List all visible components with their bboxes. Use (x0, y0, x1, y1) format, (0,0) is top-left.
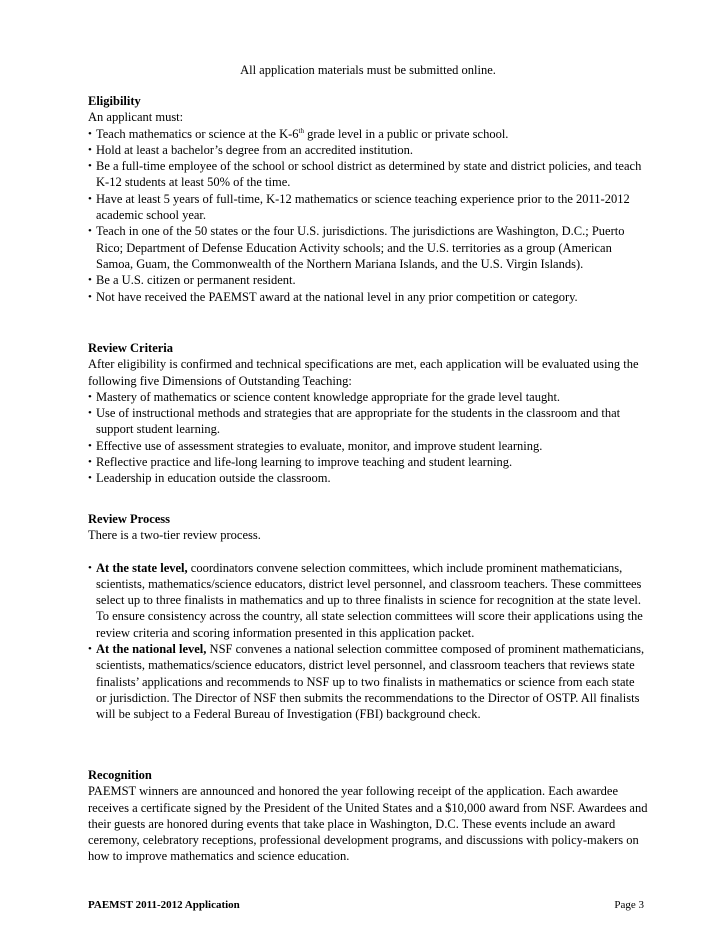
list-item-text: Have at least 5 years of full-time, K-12 mathematics or science teaching experience prior to the 2011-2012 academic school year. (96, 191, 630, 223)
list-item-text: Teach mathematics or science at the K-6 (96, 126, 299, 141)
list-item (88, 158, 648, 191)
list-item-text: Effective use of assessment strategies to evaluate, monitor, and improve student learning. (96, 438, 543, 453)
superscript: th (298, 126, 304, 135)
list-item (88, 560, 648, 641)
list-item (88, 191, 648, 224)
bullet-icon: • (88, 127, 92, 140)
list-item-text: Be a U.S. citizen or permanent resident. (96, 273, 296, 288)
list-item (88, 470, 648, 486)
list-item (88, 126, 648, 142)
review-criteria-lead: After eligibility is confirmed and technical specifications are met, each application will be evaluated using the following five Dimensions of Outstanding Teaching: (88, 357, 639, 388)
list-item (88, 389, 648, 405)
bullet-icon: • (88, 274, 92, 287)
list-item-text: Mastery of mathematics or science content knowledge appropriate for the grade level taught. (96, 389, 561, 404)
list-item-text: NSF convenes a national selection committee composed of prominent mathematicians, scientists, mathematics/science educators, district level personnel, and classroom teachers that reviews state finalists’ applications and recommends to NSF up to two finalists in mathematics or science from each state or jurisdiction. The Director of NSF then submits the recommendations to the Director of OSTP. All finalists will be subject to a Federal Bureau of Investigation (FBI) background check. (96, 642, 645, 722)
eligibility-lead: An applicant must: (88, 110, 184, 125)
bullet-icon: • (88, 407, 92, 420)
list-item-text: Be a full-time employee of the school or school district as determined by state and district policies, and teach K-12 students at least 50% of the time. (96, 159, 642, 190)
bullet-icon: • (88, 561, 92, 574)
review-process-list (88, 560, 648, 723)
list-item-text: Reflective practice and life-long learning to improve teaching and student learning. (96, 455, 513, 470)
eligibility-heading: Eligibility (88, 94, 141, 108)
list-item (88, 454, 648, 470)
list-item-text: Leadership in education outside the classroom. (96, 471, 331, 486)
eligibility-section (88, 93, 648, 305)
bullet-icon: • (88, 290, 92, 303)
list-item-bold-lead: At the national level, (96, 642, 207, 657)
bullet-icon: • (88, 472, 92, 485)
page-number: Page 3 (614, 899, 644, 911)
footer-title: PAEMST 2011-2012 Application (88, 899, 240, 911)
bullet-icon: • (88, 160, 92, 173)
recognition-text: PAEMST winners are announced and honored the year following receipt of the application. Each awardee receives a certificate signed by the President of the United States and a $10,000 award from NSF. Awardees and their guests are honored during events that take place in Washington, D.C. These events include an award ceremony, celebratory receptions, professional development programs, and discussions with policy-makers on how to improve mathematics and science education. (88, 784, 648, 864)
list-item-text: Use of instructional methods and strategies that are appropriate for the students in the classroom and that support student learning. (96, 406, 621, 437)
intro-notice: All application materials must be submitted online. (240, 63, 496, 77)
bullet-icon: • (88, 390, 92, 403)
review-criteria-section (88, 340, 648, 487)
recognition-section (88, 767, 648, 865)
review-criteria-heading: Review Criteria (88, 341, 174, 355)
list-item-text: grade level in a public or private school. (303, 126, 509, 141)
bullet-icon: • (88, 456, 92, 469)
list-item (88, 641, 648, 722)
list-item (88, 438, 648, 454)
bullet-icon: • (88, 143, 92, 156)
list-item-text: Teach in one of the 50 states or the four U.S. jurisdictions. The jurisdictions are Washington, D.C.; Puerto Rico; Department of Defense Education Activity schools; and the U.S. territories as a group (American Samoa, Guam, the Commonwealth of the Northern Mariana Islands, and the U.S. Virgin Islands). (96, 224, 625, 271)
list-item-text: Not have received the PAEMST award at the national level in any prior competition or category. (96, 289, 578, 304)
review-process-heading: Review Process (88, 512, 171, 526)
review-criteria-list (88, 389, 648, 487)
list-item (88, 272, 648, 288)
list-item (88, 223, 648, 272)
recognition-heading: Recognition (88, 768, 152, 782)
list-item-text: coordinators convene selection committees, which include prominent mathematicians, scientists, mathematics/science educators, district level personnel, and classroom teachers. These committees select up to three finalists in mathematics and up to three finalists in science for recognition at the state level. To ensure consistency across the country, all state selection committees will score their applications using the review criteria and scoring information presented in this application packet. (96, 560, 643, 640)
list-item (88, 405, 648, 438)
eligibility-list (88, 126, 648, 305)
bullet-icon: • (88, 439, 92, 452)
bullet-icon: • (88, 225, 92, 238)
list-item (88, 142, 648, 158)
list-item-text: Hold at least a bachelor’s degree from an accredited institution. (96, 142, 414, 157)
bullet-icon: • (88, 192, 92, 205)
list-item-bold-lead: At the state level, (96, 560, 188, 575)
bullet-icon: • (88, 643, 92, 656)
list-item (88, 289, 648, 305)
review-process-lead: There is a two-tier review process. (88, 528, 261, 543)
review-process-section (88, 511, 648, 723)
